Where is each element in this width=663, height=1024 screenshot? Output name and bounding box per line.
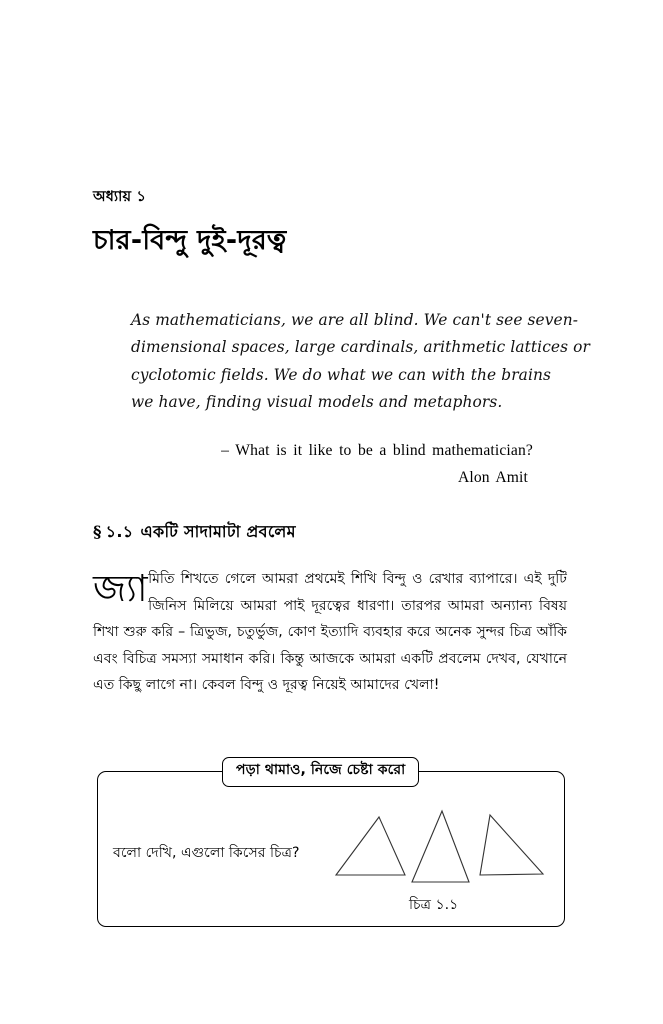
epigraph-attribution bbox=[131, 437, 533, 491]
section-title: একটি সাদামাটা প্রবলেম bbox=[140, 522, 296, 541]
section-number: ১.১ bbox=[105, 522, 134, 541]
figure-caption: চিত্র ১.১ bbox=[409, 897, 459, 913]
section-sign-icon: § bbox=[93, 522, 102, 541]
epigraph-quote bbox=[131, 307, 590, 416]
exercise-box-tag: পড়া থামাও, নিজে চেষ্টা করো bbox=[222, 757, 419, 787]
triangle-isosceles-tall-icon bbox=[412, 811, 469, 882]
epigraph-line-4: we have, finding visual models and metaphors. bbox=[131, 392, 503, 411]
chapter-title: চার-বিন্দু দুই-দূরত্ব bbox=[93, 225, 287, 256]
body-text: মিতি শিখতে গেলে আমরা প্রথমেই শিখি বিন্দু ও রেখার ব্যাপারে। এই দুটি জিনিস মিলিয়ে আমরা পাই দূরত্বের ধারণা। তারপর আমরা অন্যান্য বিষয় শিখা শুরু করি – ত্রিভুজ, চতুর্ভুজ, কোণ ইত্যাদি ব্যবহার করে অনেক সুন্দর চিত্র আঁকি এবং বিচিত্র সমস্যা সমাধান করি। কিন্তু আজকে আমরা একটি প্রবলেম দেখব, যেখানে এত কিছু লাগে না। কেবল বিন্দু ও দূরত্ব নিয়েই আমাদের খেলা! bbox=[93, 571, 567, 693]
triangle-acute-icon bbox=[336, 817, 405, 875]
section-heading bbox=[93, 519, 296, 546]
body-paragraph bbox=[93, 566, 567, 699]
three-triangles-diagram bbox=[330, 803, 545, 885]
drop-cap: জ্যা bbox=[93, 567, 148, 610]
epigraph-source: – What is it like to be a blind mathematician? bbox=[221, 442, 533, 459]
epigraph-line-1: As mathematicians, we are all blind. We can't see seven- bbox=[131, 311, 579, 329]
epigraph-author: Alon Amit bbox=[457, 469, 528, 486]
epigraph-line-2: dimensional spaces, large cardinals, arithmetic lattices or bbox=[131, 338, 590, 357]
exercise-prompt: বলো দেখি, এগুলো কিসের চিত্র? bbox=[113, 845, 300, 861]
epigraph-line-3: cyclotomic fields. We do what we can with the brains bbox=[131, 365, 551, 384]
chapter-label: অধ্যায় ১ bbox=[93, 189, 147, 205]
triangle-obtuse-icon bbox=[480, 815, 543, 875]
